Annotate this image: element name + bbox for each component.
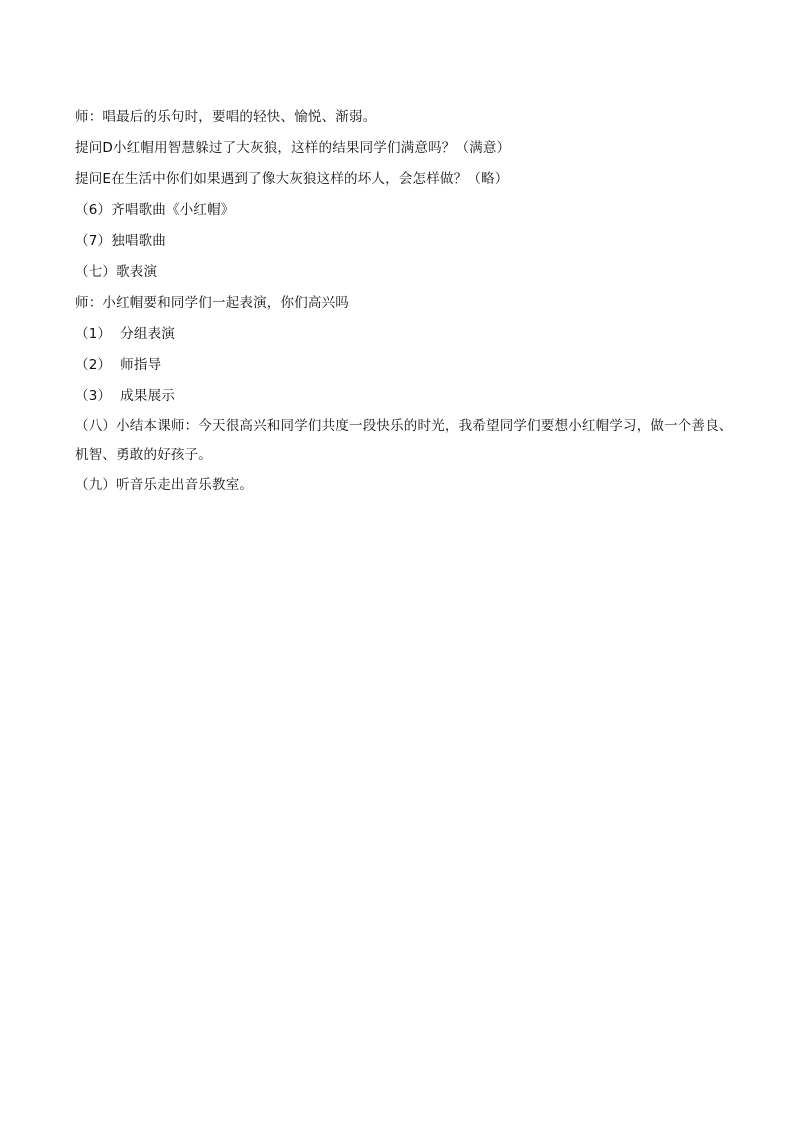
paragraph-section-7: （七）歌表演 xyxy=(75,264,158,280)
paragraph-item-1: （1） 分组表演 xyxy=(75,326,175,342)
document-body xyxy=(75,102,735,501)
paragraph-teacher-sing-ending: 师：唱最后的乐句时，要唱的轻快、愉悦、渐弱。 xyxy=(75,109,377,125)
paragraph-step-7: （7）独唱歌曲 xyxy=(75,233,166,249)
paragraph-section-9: （九）听音乐走出音乐教室。 xyxy=(75,477,254,493)
paragraph-step-6: （6）齐唱歌曲《小红帽》 xyxy=(75,202,235,218)
paragraph-item-2: （2） 师指导 xyxy=(75,357,162,373)
paragraph-item-3: （3） 成果展示 xyxy=(75,388,175,404)
paragraph-teacher-perform: 师：小红帽要和同学们一起表演，你们高兴吗 xyxy=(75,295,349,311)
paragraph-question-d: 提问D小红帽用智慧躲过了大灰狼，这样的结果同学们满意吗？（满意） xyxy=(75,140,511,156)
paragraph-question-e: 提问E在生活中你们如果遇到了像大灰狼这样的坏人，会怎样做？（略） xyxy=(75,171,509,187)
paragraph-section-8-summary: （八）小结本课师：今天很高兴和同学们共度一段快乐的时光，我希望同学们要想小红帽学习，做一个善良、机智、勇敢的好孩子。 xyxy=(75,418,733,463)
